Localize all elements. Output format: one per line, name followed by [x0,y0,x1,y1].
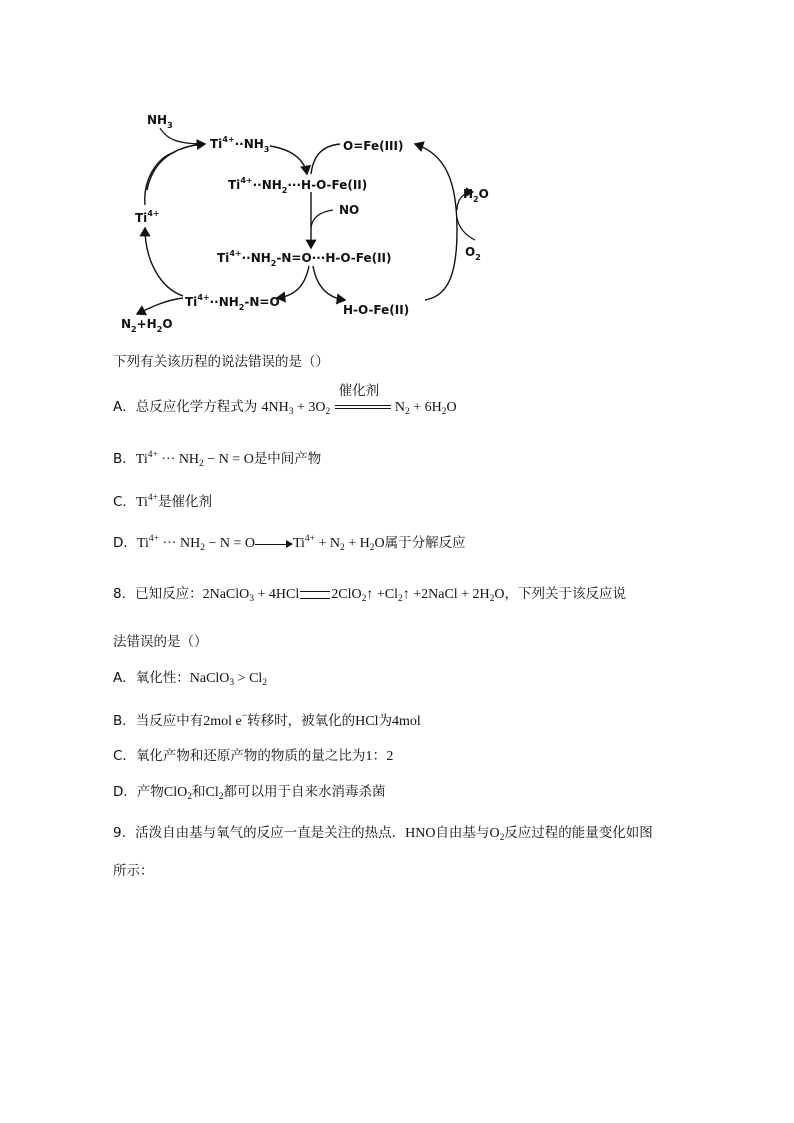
option-d-text: 属于分解反应 [384,535,466,551]
option-d-label: D． [113,535,137,551]
label-ti-nh3: $Ti^{4+}\cdot\cdot NH_3$ [210,135,270,154]
option-a-products: $N_2 + 6H_2O$ [394,400,457,417]
q8-option-b: B．当反应中有2mol e−转移时，被氧化的HCl为4mol [113,712,421,729]
option-b-formula: $Ti^{4+}$ ··· $NH_2 - N = O$ [135,450,254,469]
label-ti-nh2-hofe: $Ti^{4+}\cdot\cdot NH_2\cdot\cdot\cdot H-O-Fe(II)$ [228,176,368,195]
q8-option-d: D．产物ClO$_2$和$Cl_2$都可以用于自来水消毒杀菌 [113,784,386,802]
option-a-formula: $4NH_3 + 3O_2$ [261,400,331,417]
option-d-formula: $Ti^{4+}$ ··· $NH_2 - N = O$ $Ti^{4+} + N_2 + H_2O$ [136,534,385,553]
option-c [113,493,212,512]
arrow-n2-out [137,298,183,314]
option-c-formula: $Ti^{4+}$ [135,493,158,510]
question-stem: 下列有关该历程的说法错误的是（） [113,354,329,370]
label-nh3-in: $NH_3$ [147,113,173,130]
option-c-text: 是催化剂 [158,494,212,510]
label-ti-nhno-hofe: $Ti^{4+}\cdot\cdot NH_2-N=O\cdot\cdot\cdot H-O-Fe(II)$ [217,249,392,268]
reaction-mechanism-diagram [105,100,525,340]
option-d [113,534,466,553]
arrow-to-ti-nh2no [277,266,309,298]
arrow-left-top [145,152,175,205]
label-ofe3: O=Fe(III) [343,139,404,153]
arrow-nh3-in [160,128,205,144]
arrow-o2-in [457,218,475,240]
q8-equation: 2NaClO$_3$ + 4HCl 2ClO$_2$↑ $+Cl_2↑$ +2NaCl + $2H_2O$ [202,587,505,604]
label-o2: $O_2$ [465,245,481,262]
label-no: NO [339,203,360,217]
label-ti4: $Ti^{4+}$ [135,209,160,225]
q8-option-c: C．氧化产物和还原产物的物质的量之比为1：2 [113,748,394,764]
label-h2o: $H_2O$ [463,187,489,204]
label-ti-nh2no: $Ti^{4+}\cdot\cdot NH_2-N=O$ [185,293,280,312]
option-a-text: 总反应化学方程式为 [135,399,258,415]
mechanism-svg [105,100,525,340]
arrow-no-in [311,210,333,228]
arrow-to-hofe-bottom [313,266,345,300]
q8-tail: ，下列关于该反应说 [504,586,627,602]
option-b-label: B． [113,451,136,467]
q8-line1 [113,585,626,604]
q9-line2: 所示： [113,863,154,879]
label-n2-h2o: $N_2+H_2O$ [121,317,173,334]
catalyst-equals: 催化剂 [335,399,391,417]
arrow-ti-nh3-to-nh2 [270,146,307,174]
q8-number: 8．已知反应： [113,586,203,602]
arrow-ofe-to-hofe [311,144,340,174]
q8-line2: 法错误的是（） [113,634,208,650]
arrow-left-bottom [145,228,183,296]
q9-line1: 9．活泼自由基与氧气的反应一直是关注的热点．HNO自由基与$O_2$反应过程的能量变化如图 [113,825,653,843]
option-a-label: A． [113,399,136,415]
q8-option-a-formula: NaClO$_3$ > $Cl_2$ [189,671,268,688]
option-c-label: C． [113,494,136,510]
q8-option-a: A．氧化性：NaClO$_3$ > $Cl_2$ [113,670,268,688]
option-b [113,450,321,469]
label-hofe-bottom: H-O-Fe(II) [343,303,410,317]
arrow-right-loop [415,144,457,300]
option-a [113,382,457,417]
option-b-text: 是中间产物 [253,451,322,467]
